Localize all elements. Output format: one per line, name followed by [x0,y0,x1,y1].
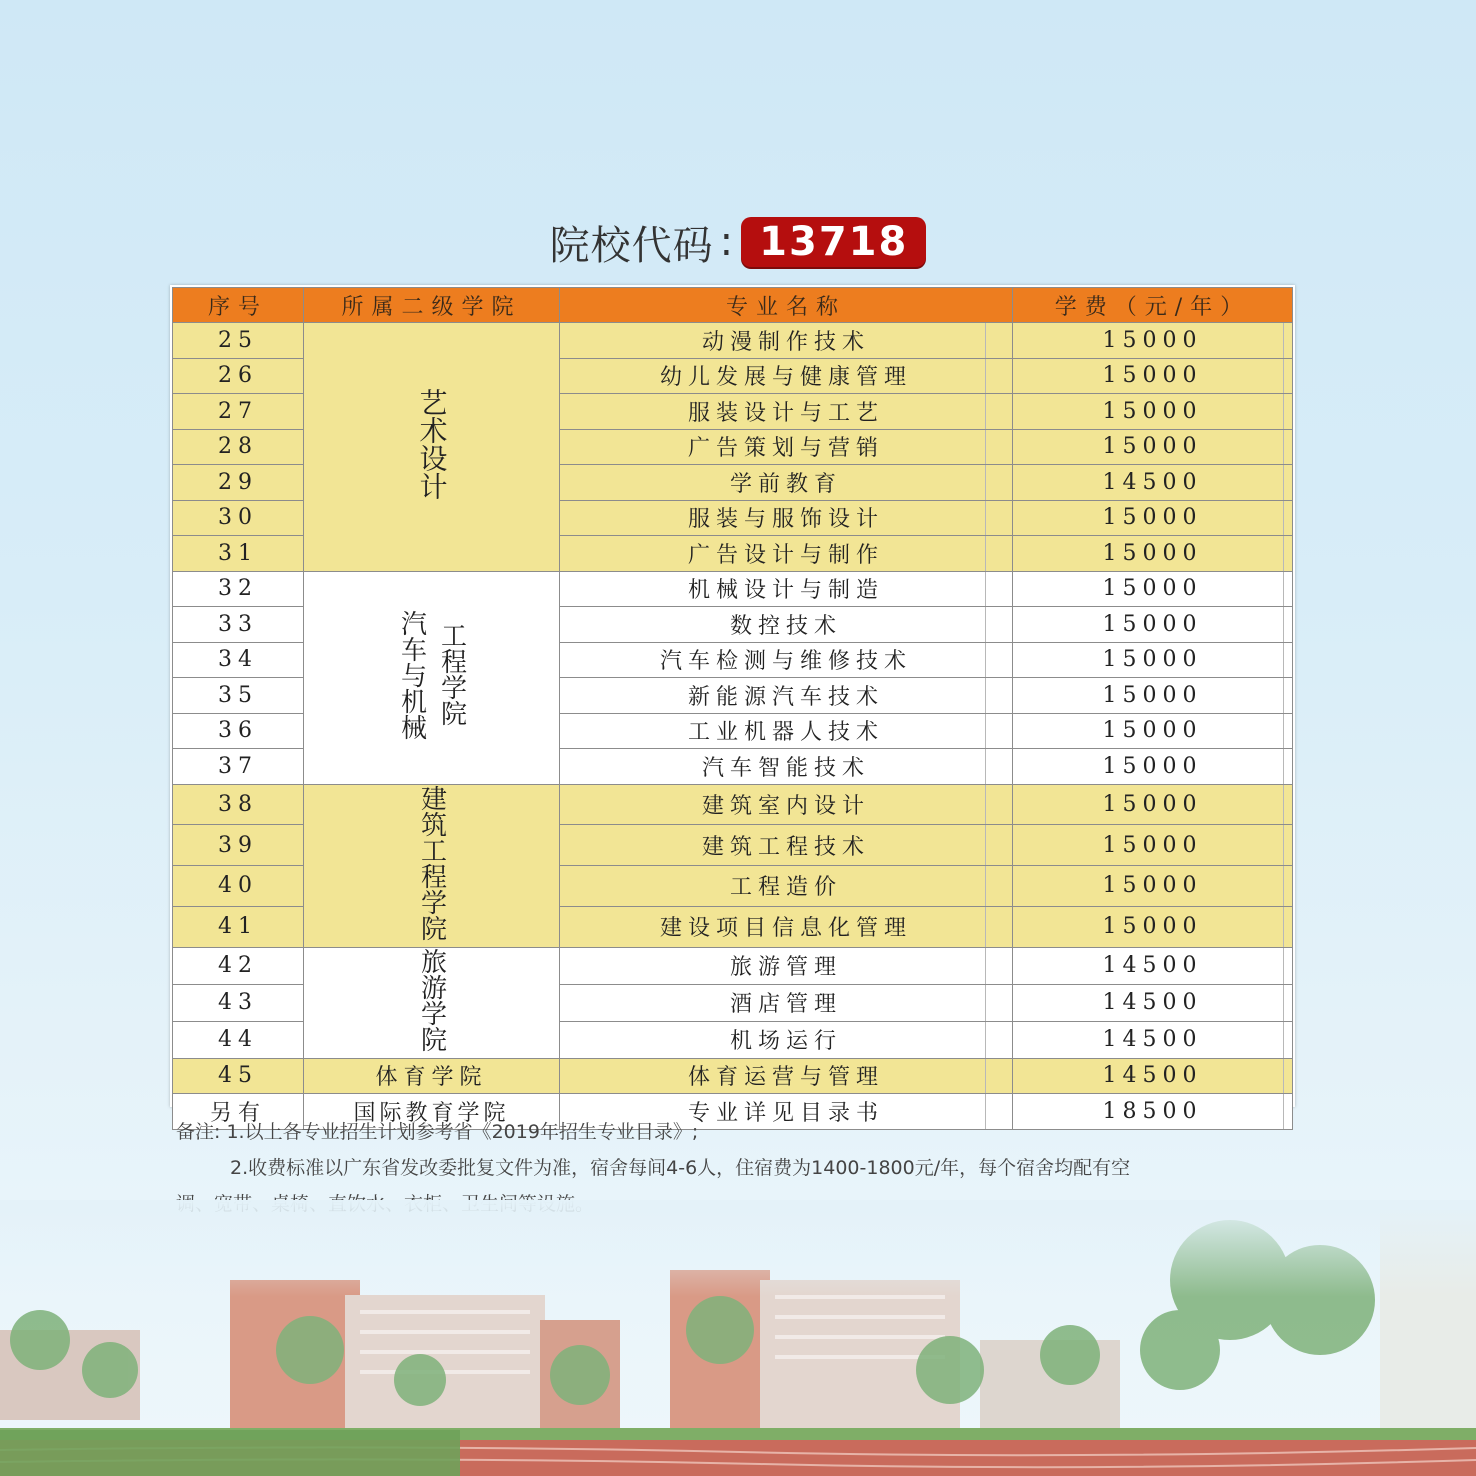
school-code-label: 院校代码 [549,222,714,269]
row-major: 体育运营与管理 [560,1058,1013,1094]
table-row [173,784,1293,825]
row-seq: 32 [173,571,304,607]
table-row [173,1058,1293,1094]
table-row [173,947,1293,984]
row-seq: 37 [173,749,304,785]
row-seq: 33 [173,607,304,643]
row-fee: 14500 [1013,947,1293,984]
row-seq: 39 [173,825,304,866]
row-seq: 另有 [173,1094,304,1130]
column-header-college: 所属二级学院 [304,288,560,323]
row-fee: 15000 [1013,906,1293,947]
table-header-row [173,288,1293,323]
college-tourism [304,947,560,1058]
row-fee: 15000 [1013,571,1293,607]
school-code-header [0,214,1476,270]
row-major: 旅游管理 [560,947,1013,984]
row-major: 幼儿发展与健康管理 [560,358,1013,394]
row-seq: 44 [173,1021,304,1058]
campus-scenery [0,1200,1476,1476]
note-line-1: 备注: 1.以上各专业招生计划参考省《2019年招生专业目录》; [176,1121,699,1143]
college-construction [304,784,560,947]
row-major: 建筑室内设计 [560,784,1013,825]
row-fee: 15000 [1013,536,1293,572]
row-seq: 41 [173,906,304,947]
row-major: 广告策划与营销 [560,429,1013,465]
row-seq: 40 [173,866,304,907]
row-major: 酒店管理 [560,984,1013,1021]
row-fee: 15000 [1013,429,1293,465]
row-major: 学前教育 [560,465,1013,501]
row-seq: 34 [173,642,304,678]
row-fee: 15000 [1013,642,1293,678]
row-fee: 15000 [1013,500,1293,536]
row-seq: 31 [173,536,304,572]
row-fee: 14500 [1013,1021,1293,1058]
college-art-design [304,323,560,572]
row-major: 数控技术 [560,607,1013,643]
row-fee: 15000 [1013,678,1293,714]
row-major: 新能源汽车技术 [560,678,1013,714]
school-code-colon: : [719,219,734,265]
note-line-2: 2.收费标准以广东省发改委批复文件为准，宿舍每间4-6人，住宿费为1400-1800元/年，每个宿舍均配有空 [230,1157,1131,1179]
row-major: 专业详见目录书 [560,1094,1013,1130]
school-code-badge: 13718 [741,217,926,267]
row-seq: 26 [173,358,304,394]
column-header-major: 专业名称 [560,288,1013,323]
college-label: 艺术设计 [415,387,449,500]
row-major: 服装设计与工艺 [560,394,1013,430]
row-major: 动漫制作技术 [560,323,1013,359]
college-label: 旅游学院 [416,947,447,1052]
row-fee: 15000 [1013,358,1293,394]
row-major: 建设项目信息化管理 [560,906,1013,947]
row-major: 服装与服饰设计 [560,500,1013,536]
college-auto-mech [304,571,560,784]
fee-table-container [170,285,1295,1126]
row-major: 工程造价 [560,866,1013,907]
column-header-seq: 序号 [173,288,304,323]
college-international: 国际教育学院 [304,1094,560,1130]
row-fee: 15000 [1013,784,1293,825]
row-seq: 43 [173,984,304,1021]
row-major: 广告设计与制作 [560,536,1013,572]
row-major: 建筑工程技术 [560,825,1013,866]
row-fee: 14500 [1013,984,1293,1021]
row-major: 汽车检测与维修技术 [560,642,1013,678]
row-seq: 29 [173,465,304,501]
row-seq: 30 [173,500,304,536]
college-sports: 体育学院 [304,1058,560,1094]
row-seq: 45 [173,1058,304,1094]
table-row [173,571,1293,607]
row-fee: 15000 [1013,713,1293,749]
college-label: 建筑工程学院 [416,784,447,941]
row-seq: 28 [173,429,304,465]
row-fee: 15000 [1013,866,1293,907]
row-fee: 15000 [1013,323,1293,359]
row-seq: 35 [173,678,304,714]
college-label-part-b: 工程学院 [436,621,467,726]
row-seq: 36 [173,713,304,749]
row-fee: 14500 [1013,465,1293,501]
row-seq: 27 [173,394,304,430]
row-fee: 15000 [1013,394,1293,430]
row-fee: 18500 [1013,1094,1293,1130]
row-seq: 25 [173,323,304,359]
row-seq: 42 [173,947,304,984]
column-header-fee: 学费（元/年） [1013,288,1293,323]
row-major: 机械设计与制造 [560,571,1013,607]
row-fee: 14500 [1013,1058,1293,1094]
row-seq: 38 [173,784,304,825]
row-major: 汽车智能技术 [560,749,1013,785]
college-label-part-a: 汽车与机械 [396,609,427,740]
row-fee: 15000 [1013,825,1293,866]
row-major: 工业机器人技术 [560,713,1013,749]
college-label-group [397,610,467,740]
fee-table [172,287,1293,1130]
row-fee: 15000 [1013,749,1293,785]
table-row [173,323,1293,359]
row-major: 机场运行 [560,1021,1013,1058]
row-fee: 15000 [1013,607,1293,643]
